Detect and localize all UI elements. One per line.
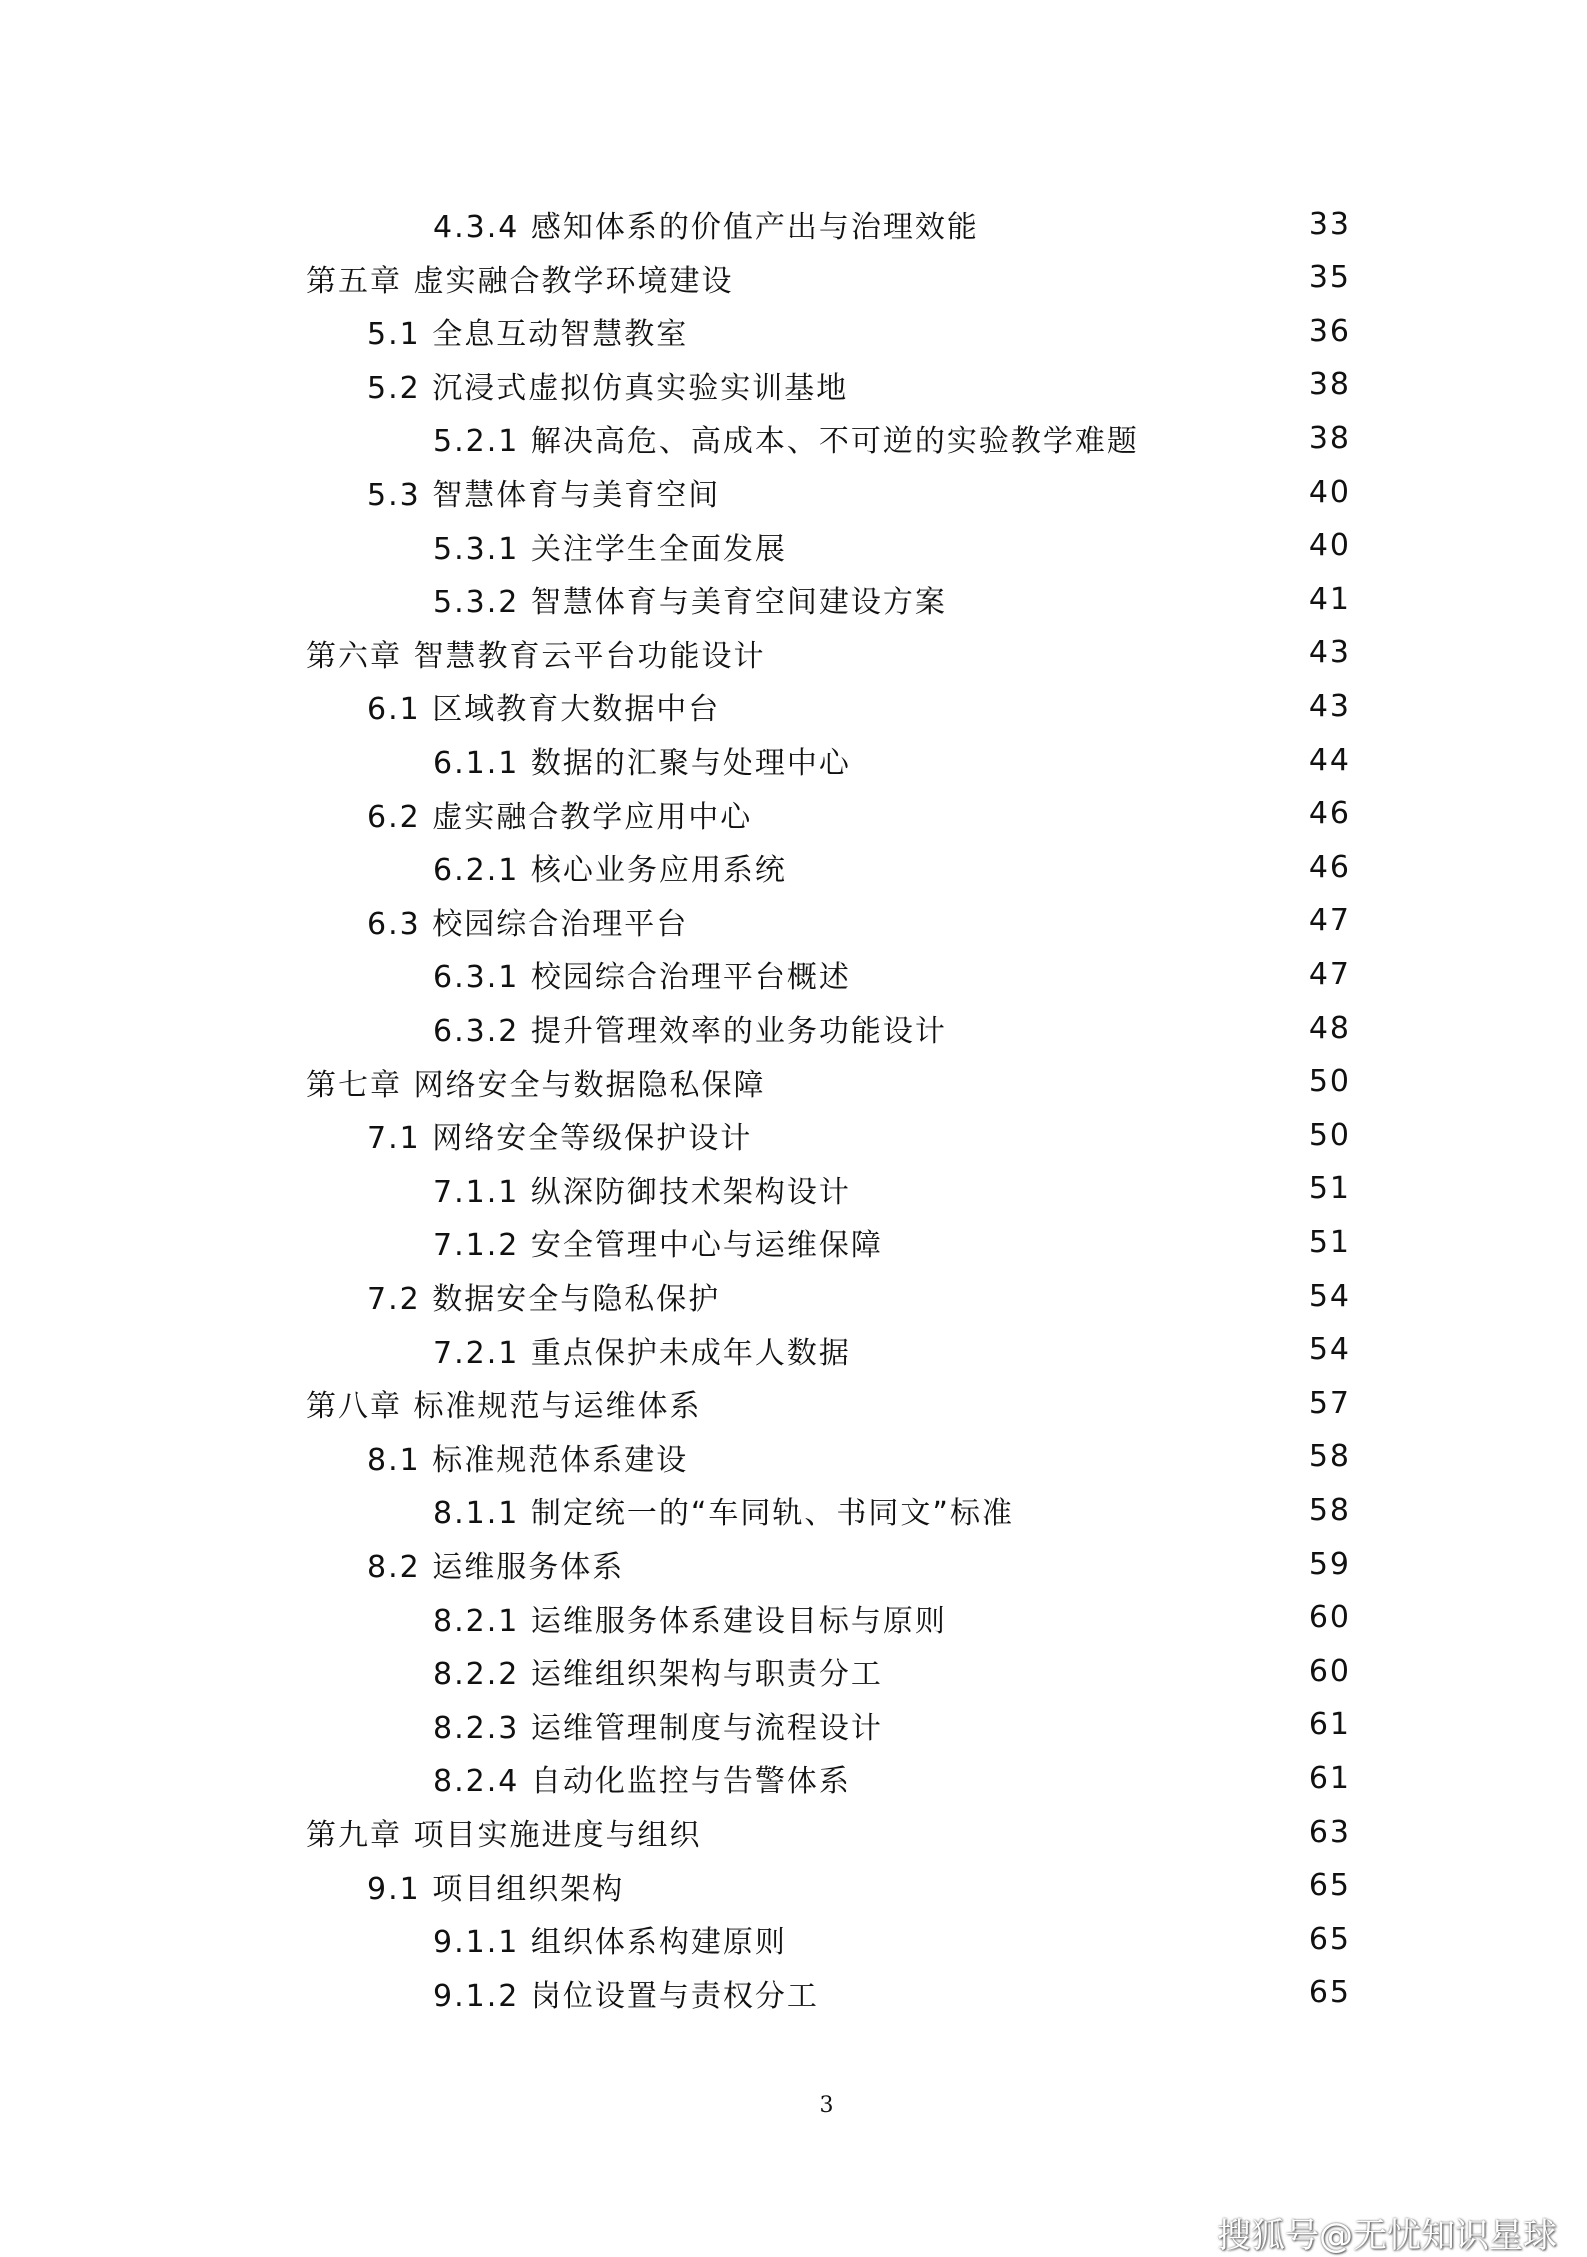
toc-entry[interactable] — [0, 411, 1587, 465]
toc-entry-page: 50 — [1308, 1117, 1351, 1153]
toc-dot-leader — [636, 1871, 1291, 1901]
toc-entry-title: 7.1.2 安全管理中心与运维保障 — [433, 1228, 883, 1264]
toc-dot-leader — [863, 1763, 1291, 1793]
toc-entry-page: 46 — [1308, 796, 1351, 832]
toc-entry-title: 6.1.1 数据的汇聚与处理中心 — [433, 746, 851, 781]
toc-dot-leader — [895, 1710, 1291, 1740]
toc-entry-page: 63 — [1308, 1814, 1351, 1850]
toc-entry[interactable] — [0, 1269, 1587, 1323]
toc-entry-title: 7.2 数据安全与隐私保护 — [367, 1282, 721, 1317]
toc-entry[interactable] — [0, 1215, 1587, 1269]
toc-entry[interactable] — [0, 1376, 1587, 1430]
toc-entry-page: 61 — [1308, 1707, 1351, 1743]
toc-entry-page: 43 — [1308, 635, 1351, 671]
toc-entry-page: 48 — [1308, 1010, 1351, 1046]
toc-entry[interactable] — [0, 1055, 1587, 1109]
toc-dot-leader — [636, 1549, 1291, 1579]
toc-entry[interactable] — [0, 1698, 1587, 1752]
toc-dot-leader — [746, 263, 1291, 293]
toc-entry[interactable] — [0, 1001, 1587, 1055]
toc-entry-title: 5.1 全息互动智慧教室 — [367, 317, 689, 353]
toc-dot-leader — [799, 1924, 1291, 1954]
toc-entry-title: 第八章 标准规范与运维体系 — [306, 1389, 702, 1425]
toc-entry-title: 6.3.1 校园综合治理平台概述 — [433, 960, 851, 996]
toc-entry-title: 4.3.4 感知体系的价值产出与治理效能 — [433, 210, 979, 245]
toc-entry-page: 58 — [1308, 1492, 1351, 1528]
toc-entry[interactable] — [0, 1591, 1587, 1645]
toc-dot-leader — [1026, 1495, 1291, 1525]
toc-dot-leader — [778, 1067, 1291, 1097]
toc-entry-title: 8.2 运维服务体系 — [367, 1550, 625, 1585]
toc-entry[interactable] — [0, 1537, 1587, 1591]
toc-entry[interactable] — [0, 1162, 1587, 1216]
toc-entry[interactable] — [0, 197, 1587, 251]
toc-entry-title: 8.2.4 自动化监控与告警体系 — [433, 1764, 851, 1800]
toc-entry-page: 47 — [1308, 903, 1351, 939]
toc-dot-leader — [700, 316, 1291, 346]
toc-entry[interactable] — [0, 1430, 1587, 1484]
toc-entry[interactable] — [0, 626, 1587, 680]
toc-dot-leader — [714, 1388, 1291, 1418]
toc-entry-title: 8.2.1 运维服务体系建设目标与原则 — [433, 1603, 947, 1639]
toc-entry-title: 9.1 项目组织架构 — [367, 1871, 625, 1907]
page-number: 3 — [819, 2093, 834, 2118]
toc-entry-title: 5.3.1 关注学生全面发展 — [433, 531, 787, 567]
toc-dot-leader — [700, 906, 1291, 936]
toc-entry[interactable] — [0, 1859, 1587, 1913]
toc-entry[interactable] — [0, 358, 1587, 412]
toc-entry-page: 54 — [1308, 1332, 1351, 1368]
toc-entry[interactable] — [0, 1751, 1587, 1805]
toc-entry[interactable] — [0, 787, 1587, 841]
toc-dot-leader — [860, 370, 1291, 400]
toc-entry-title: 9.1.1 组织体系构建原则 — [433, 1925, 787, 1961]
toc-entry-page: 44 — [1308, 742, 1351, 778]
toc-dot-leader — [799, 852, 1291, 882]
toc-entry-page: 38 — [1308, 420, 1351, 456]
toc-dot-leader — [700, 1442, 1291, 1472]
toc-dot-leader — [863, 745, 1291, 775]
toc-dot-leader — [799, 531, 1291, 561]
toc-entry-page: 57 — [1308, 1385, 1351, 1421]
toc-dot-leader — [764, 1120, 1291, 1150]
toc-dot-leader — [714, 1817, 1291, 1847]
toc-entry[interactable] — [0, 1912, 1587, 1966]
toc-entry-title: 9.1.2 岗位设置与责权分工 — [433, 1978, 819, 2014]
toc-dot-leader — [732, 1281, 1291, 1311]
toc-entry[interactable] — [0, 947, 1587, 1001]
toc-entry-page: 51 — [1308, 1171, 1351, 1207]
toc-entry-title: 8.1.1 制定统一的“车同轨、书同文”标准 — [433, 1496, 1014, 1532]
toc-entry-page: 41 — [1308, 581, 1351, 617]
toc-entry-page: 40 — [1308, 474, 1351, 510]
toc-entry-title: 7.1 网络安全等级保护设计 — [367, 1121, 753, 1157]
toc-dot-leader — [959, 1603, 1291, 1633]
toc-entry-title: 6.3 校园综合治理平台 — [367, 906, 689, 942]
toc-entry[interactable] — [0, 1644, 1587, 1698]
toc-entry-page: 51 — [1308, 1224, 1351, 1260]
toc-dot-leader — [895, 1227, 1291, 1257]
toc-dot-leader — [863, 1335, 1291, 1365]
toc-entry-page: 43 — [1308, 688, 1351, 724]
toc-entry[interactable] — [0, 519, 1587, 573]
toc-entry-page: 36 — [1308, 313, 1351, 349]
toc-entry-title: 5.2.1 解决高危、高成本、不可逆的实验教学难题 — [433, 424, 1139, 460]
toc-entry-page: 60 — [1308, 1600, 1351, 1636]
toc-entry-title: 第六章 智慧教育云平台功能设计 — [306, 638, 766, 674]
toc-entry[interactable] — [0, 1323, 1587, 1377]
toc-dot-leader — [959, 584, 1291, 614]
toc-entry[interactable] — [0, 1966, 1587, 2020]
toc-entry-title: 8.2.2 运维组织架构与职责分工 — [433, 1657, 883, 1693]
watermark: 搜狐号@无忧知识星球 — [1217, 2216, 1557, 2256]
toc-entry-title: 6.3.2 提升管理效率的业务功能设计 — [433, 1014, 947, 1049]
toc-dot-leader — [1151, 423, 1291, 453]
toc-entry-title: 6.2.1 核心业务应用系统 — [433, 853, 787, 889]
toc-entry-page: 65 — [1308, 1868, 1351, 1904]
toc-entry-title: 5.3 智慧体育与美育空间 — [367, 478, 721, 513]
toc-entry-page: 60 — [1308, 1653, 1351, 1689]
toc-entry-page: 65 — [1308, 1975, 1351, 2011]
toc-entry-title: 第五章 虚实融合教学环境建设 — [306, 263, 734, 299]
toc-dot-leader — [732, 477, 1291, 507]
toc-entry-title: 6.1 区域教育大数据中台 — [367, 692, 721, 728]
toc-dot-leader — [764, 799, 1291, 829]
toc-dot-leader — [831, 1978, 1291, 2008]
toc-entry[interactable] — [0, 733, 1587, 787]
toc-entry-page: 35 — [1308, 260, 1351, 296]
toc-entry-page: 58 — [1308, 1439, 1351, 1475]
toc-entry-title: 6.2 虚实融合教学应用中心 — [367, 799, 753, 835]
toc-entry[interactable] — [0, 1108, 1587, 1162]
toc-entry-page: 33 — [1308, 206, 1351, 242]
toc-entry-page: 59 — [1308, 1546, 1351, 1582]
toc-dot-leader — [895, 1656, 1291, 1686]
toc-entry[interactable] — [0, 840, 1587, 894]
toc-entry-page: 54 — [1308, 1278, 1351, 1314]
toc-entry-title: 8.1 标准规范体系建设 — [367, 1442, 689, 1478]
toc-entry-page: 61 — [1308, 1760, 1351, 1796]
toc-entry-page: 38 — [1308, 367, 1351, 403]
toc-entry[interactable] — [0, 465, 1587, 519]
toc-entry[interactable] — [0, 679, 1587, 733]
toc-entry-page: 46 — [1308, 849, 1351, 885]
toc-entry[interactable] — [0, 304, 1587, 358]
toc-dot-leader — [863, 1174, 1291, 1204]
toc-entry[interactable] — [0, 572, 1587, 626]
toc-entry[interactable] — [0, 1483, 1587, 1537]
toc-entry-title: 7.1.1 纵深防御技术架构设计 — [433, 1174, 851, 1210]
toc-dot-leader — [959, 1013, 1291, 1043]
toc-entry-page: 50 — [1308, 1064, 1351, 1100]
toc-dot-leader — [991, 209, 1291, 239]
toc-entry[interactable] — [0, 1805, 1587, 1859]
toc-entry-title: 5.2 沉浸式虚拟仿真实验实训基地 — [367, 370, 849, 406]
toc-dot-leader — [778, 638, 1291, 668]
toc-entry-title: 第九章 项目实施进度与组织 — [306, 1818, 702, 1853]
toc-entry-page: 47 — [1308, 956, 1351, 992]
toc-dot-leader — [863, 959, 1291, 989]
toc-entry-title: 8.2.3 运维管理制度与流程设计 — [433, 1710, 883, 1746]
toc-entry-page: 65 — [1308, 1921, 1351, 1957]
toc-entry[interactable] — [0, 894, 1587, 948]
toc-dot-leader — [732, 691, 1291, 721]
toc-entry-title: 第七章 网络安全与数据隐私保障 — [306, 1067, 766, 1103]
toc-entry-title: 5.3.2 智慧体育与美育空间建设方案 — [433, 585, 947, 621]
toc-entry[interactable] — [0, 251, 1587, 305]
toc-entry-title: 7.2.1 重点保护未成年人数据 — [433, 1335, 851, 1371]
toc-entry-page: 40 — [1308, 528, 1351, 564]
